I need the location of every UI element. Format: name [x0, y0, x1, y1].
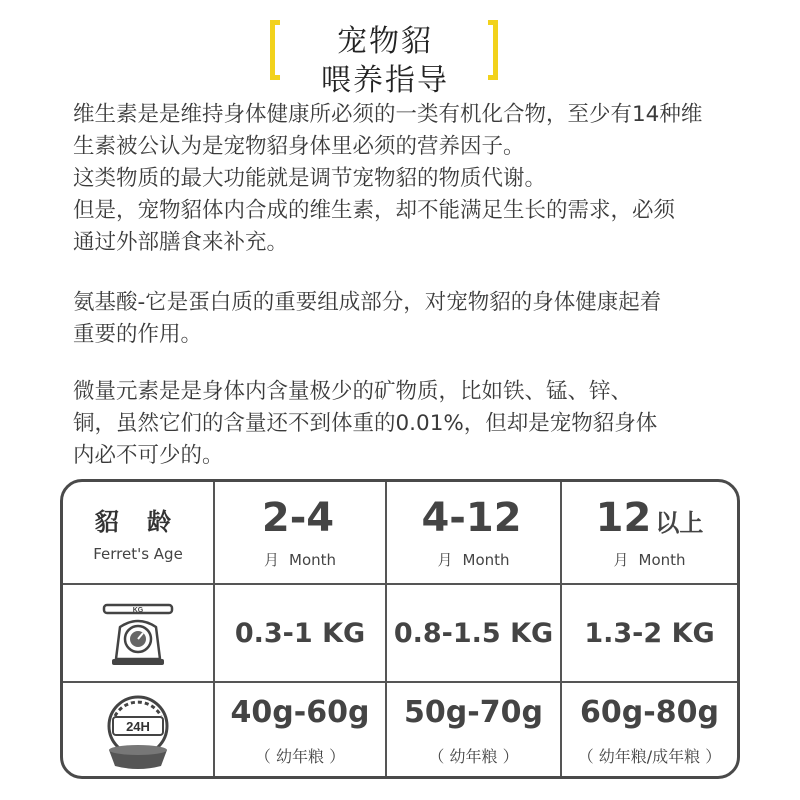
- text-line: 但是，宠物貂体内合成的维生素，却不能满足生长的需求，必须: [73, 198, 676, 223]
- age-cell: [215, 482, 385, 583]
- trace-element-paragraph: [73, 376, 753, 472]
- weight-header-cell: [63, 585, 213, 681]
- text-line: 铜，虽然它们的含量还不到体重的0.01%，但却是宠物貂身体: [73, 411, 658, 436]
- weight-cell: [387, 585, 560, 681]
- vitamin-paragraph: [73, 99, 753, 259]
- age-header-cell: [63, 482, 213, 583]
- text-line: 内必不可少的。: [73, 443, 224, 468]
- text-line: 生素被公认为是宠物貂身体里必须的营养因子。: [73, 134, 525, 159]
- feeding-table: [60, 479, 740, 779]
- amino-acid-paragraph: [73, 287, 753, 351]
- food-amount: 50g-70g: [404, 694, 543, 730]
- weight-cell: [215, 585, 385, 681]
- food-cell: [562, 683, 737, 778]
- weight-value: 0.8-1.5 KG: [393, 617, 554, 649]
- right-bracket: [488, 20, 498, 80]
- bowl-24h-text: 24H: [126, 718, 150, 734]
- scale-kg-text: KG: [132, 607, 144, 614]
- age-label-cn: 貂 龄: [94, 508, 182, 536]
- age-range: 4-12: [421, 494, 522, 541]
- text-line: 这类物质的最大功能就是调节宠物貂的物质代谢。: [73, 166, 547, 191]
- age-range: 2-4: [261, 494, 335, 541]
- page-title: 宠物貂: [337, 24, 433, 59]
- text-line: 维生素是是维持身体健康所必须的一类有机化合物，至少有14种维: [73, 102, 703, 127]
- month-label: 月 Month: [613, 550, 686, 569]
- age-cell: [387, 482, 560, 583]
- age-label-en: Ferret's Age: [93, 545, 183, 563]
- text-line: 微量元素是是身体内含量极少的矿物质，比如铁、锰、锌、: [73, 379, 633, 404]
- feeding-header-cell: [63, 683, 213, 778]
- food-amount: 60g-80g: [580, 694, 719, 730]
- bowl-24h-icon: [95, 688, 181, 774]
- header: [0, 0, 800, 100]
- weight-value: 0.3-1 KG: [234, 617, 366, 649]
- age-cell: [562, 482, 737, 583]
- text-line: 氨基酸-它是蛋白质的重要组成部分，对宠物貂的身体健康起着: [73, 290, 662, 315]
- food-cell: [215, 683, 385, 778]
- food-type: （ 幼年粮/成年粮 ）: [577, 746, 722, 766]
- month-label: 月 Month: [437, 550, 510, 569]
- food-type: （ 幼年粮 ）: [428, 746, 519, 766]
- weight-cell: [562, 585, 737, 681]
- text-line: 重要的作用。: [73, 322, 203, 347]
- age-range: 12 以上: [595, 494, 704, 541]
- month-label: 月 Month: [263, 550, 337, 569]
- scale-icon: [98, 597, 178, 669]
- page-subtitle: 喂养指导: [321, 63, 449, 98]
- food-amount: 40g-60g: [230, 694, 370, 730]
- text-line: 通过外部膳食来补充。: [73, 230, 289, 255]
- food-cell: [387, 683, 560, 778]
- food-type: （ 幼年粮 ）: [254, 746, 346, 766]
- weight-value: 1.3-2 KG: [584, 617, 715, 649]
- left-bracket: [270, 20, 280, 80]
